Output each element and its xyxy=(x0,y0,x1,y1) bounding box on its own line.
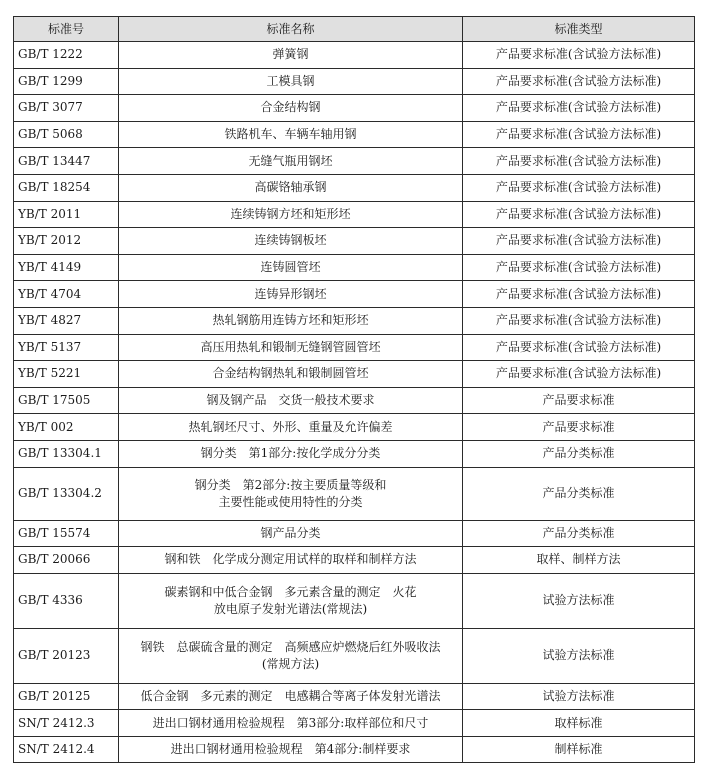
cell-code: SN/T 2412.4 xyxy=(14,736,119,763)
table-header-row xyxy=(14,17,695,42)
cell-code: YB/T 4827 xyxy=(14,307,119,334)
header-code: 标准号 xyxy=(14,17,119,42)
cell-code: GB/T 3077 xyxy=(14,95,119,122)
table-row xyxy=(14,361,695,388)
cell-name-line-2: (常规方法) xyxy=(261,656,320,671)
cell-name: 无缝气瓶用钢坯 xyxy=(119,148,463,175)
cell-type: 产品要求标准(含试验方法标准) xyxy=(463,68,695,95)
table-row xyxy=(14,68,695,95)
cell-code: GB/T 17505 xyxy=(14,387,119,414)
cell-name: 高碳铬轴承钢 xyxy=(119,174,463,201)
cell-code: GB/T 13447 xyxy=(14,148,119,175)
cell-code: GB/T 15574 xyxy=(14,520,119,547)
cell-name: 钢分类 第1部分:按化学成分分类 xyxy=(119,440,463,467)
cell-name: 热轧钢筋用连铸方坯和矩形坯 xyxy=(119,307,463,334)
cell-code: YB/T 002 xyxy=(14,414,119,441)
cell-name: 热轧钢坯尺寸、外形、重量及允许偏差 xyxy=(119,414,463,441)
table-row xyxy=(14,547,695,574)
table-row xyxy=(14,42,695,69)
cell-name xyxy=(119,467,463,520)
cell-type: 产品要求标准(含试验方法标准) xyxy=(463,95,695,122)
table-row xyxy=(14,228,695,255)
cell-type: 产品要求标准(含试验方法标准) xyxy=(463,254,695,281)
table-row xyxy=(14,121,695,148)
cell-type: 试验方法标准 xyxy=(463,573,695,628)
table-row xyxy=(14,628,695,683)
cell-code: YB/T 2012 xyxy=(14,228,119,255)
cell-type: 产品要求标准(含试验方法标准) xyxy=(463,201,695,228)
table-row xyxy=(14,307,695,334)
cell-code: GB/T 1222 xyxy=(14,42,119,69)
cell-name xyxy=(119,573,463,628)
cell-type: 产品要求标准(含试验方法标准) xyxy=(463,334,695,361)
cell-type: 产品要求标准(含试验方法标准) xyxy=(463,174,695,201)
cell-name-line-2: 主要性能或使用特性的分类 xyxy=(218,494,363,509)
cell-type: 试验方法标准 xyxy=(463,628,695,683)
cell-code: YB/T 5221 xyxy=(14,361,119,388)
table-row xyxy=(14,683,695,710)
cell-type: 取样标准 xyxy=(463,710,695,737)
cell-name-line-1: 碳素钢和中低合金钢 多元素含量的测定 火花 xyxy=(164,584,417,599)
table-row xyxy=(14,520,695,547)
cell-type: 取样、制样方法 xyxy=(463,547,695,574)
cell-type: 产品要求标准 xyxy=(463,387,695,414)
table-row xyxy=(14,95,695,122)
table-row xyxy=(14,467,695,520)
table-row xyxy=(14,281,695,308)
table-row xyxy=(14,334,695,361)
cell-name: 低合金钢 多元素的测定 电感耦合等离子体发射光谱法 xyxy=(119,683,463,710)
cell-name: 钢和铁 化学成分测定用试样的取样和制样方法 xyxy=(119,547,463,574)
cell-code: GB/T 18254 xyxy=(14,174,119,201)
cell-name-line-2: 放电原子发射光谱法(常规法) xyxy=(213,601,368,616)
cell-type: 产品要求标准(含试验方法标准) xyxy=(463,361,695,388)
cell-name: 进出口钢材通用检验规程 第4部分:制样要求 xyxy=(119,736,463,763)
table-row xyxy=(14,201,695,228)
cell-type: 产品要求标准 xyxy=(463,414,695,441)
cell-type: 产品分类标准 xyxy=(463,467,695,520)
cell-type: 产品要求标准(含试验方法标准) xyxy=(463,307,695,334)
table-row xyxy=(14,148,695,175)
cell-type: 试验方法标准 xyxy=(463,683,695,710)
cell-name xyxy=(119,628,463,683)
cell-code: GB/T 13304.2 xyxy=(14,467,119,520)
cell-type: 产品要求标准(含试验方法标准) xyxy=(463,228,695,255)
cell-code: GB/T 13304.1 xyxy=(14,440,119,467)
header-name: 标准名称 xyxy=(119,17,463,42)
cell-type: 产品要求标准(含试验方法标准) xyxy=(463,148,695,175)
cell-code: GB/T 1299 xyxy=(14,68,119,95)
cell-name: 高压用热轧和锻制无缝钢管圆管坯 xyxy=(119,334,463,361)
cell-name: 弹簧钢 xyxy=(119,42,463,69)
table-row xyxy=(14,414,695,441)
cell-name: 连续铸钢板坯 xyxy=(119,228,463,255)
cell-code: YB/T 5137 xyxy=(14,334,119,361)
table-row xyxy=(14,573,695,628)
table-row xyxy=(14,440,695,467)
cell-name: 连续铸钢方坯和矩形坯 xyxy=(119,201,463,228)
cell-code: GB/T 20066 xyxy=(14,547,119,574)
cell-type: 产品分类标准 xyxy=(463,440,695,467)
table-row xyxy=(14,710,695,737)
table-row xyxy=(14,254,695,281)
cell-type: 产品要求标准(含试验方法标准) xyxy=(463,281,695,308)
cell-type: 产品要求标准(含试验方法标准) xyxy=(463,42,695,69)
cell-code: YB/T 4704 xyxy=(14,281,119,308)
cell-name: 合金结构钢 xyxy=(119,95,463,122)
cell-code: GB/T 5068 xyxy=(14,121,119,148)
cell-name: 连铸圆管坯 xyxy=(119,254,463,281)
header-type: 标准类型 xyxy=(463,17,695,42)
table-row xyxy=(14,174,695,201)
cell-type: 产品分类标准 xyxy=(463,520,695,547)
cell-code: GB/T 4336 xyxy=(14,573,119,628)
cell-code: GB/T 20125 xyxy=(14,683,119,710)
cell-name: 钢及钢产品 交货一般技术要求 xyxy=(119,387,463,414)
standards-table xyxy=(13,16,695,763)
cell-code: YB/T 4149 xyxy=(14,254,119,281)
cell-name-line-1: 钢铁 总碳硫含量的测定 高频感应炉燃烧后红外吸收法 xyxy=(140,639,441,654)
table-row xyxy=(14,736,695,763)
cell-name: 铁路机车、车辆车轴用钢 xyxy=(119,121,463,148)
cell-name: 连铸异形钢坯 xyxy=(119,281,463,308)
cell-type: 产品要求标准(含试验方法标准) xyxy=(463,121,695,148)
cell-name: 进出口钢材通用检验规程 第3部分:取样部位和尺寸 xyxy=(119,710,463,737)
cell-code: YB/T 2011 xyxy=(14,201,119,228)
cell-type: 制样标准 xyxy=(463,736,695,763)
cell-name-line-1: 钢分类 第2部分:按主要质量等级和 xyxy=(194,477,387,492)
cell-code: SN/T 2412.3 xyxy=(14,710,119,737)
cell-name: 钢产品分类 xyxy=(119,520,463,547)
cell-name: 合金结构钢热轧和锻制圆管坯 xyxy=(119,361,463,388)
table-row xyxy=(14,387,695,414)
cell-code: GB/T 20123 xyxy=(14,628,119,683)
cell-name: 工模具钢 xyxy=(119,68,463,95)
